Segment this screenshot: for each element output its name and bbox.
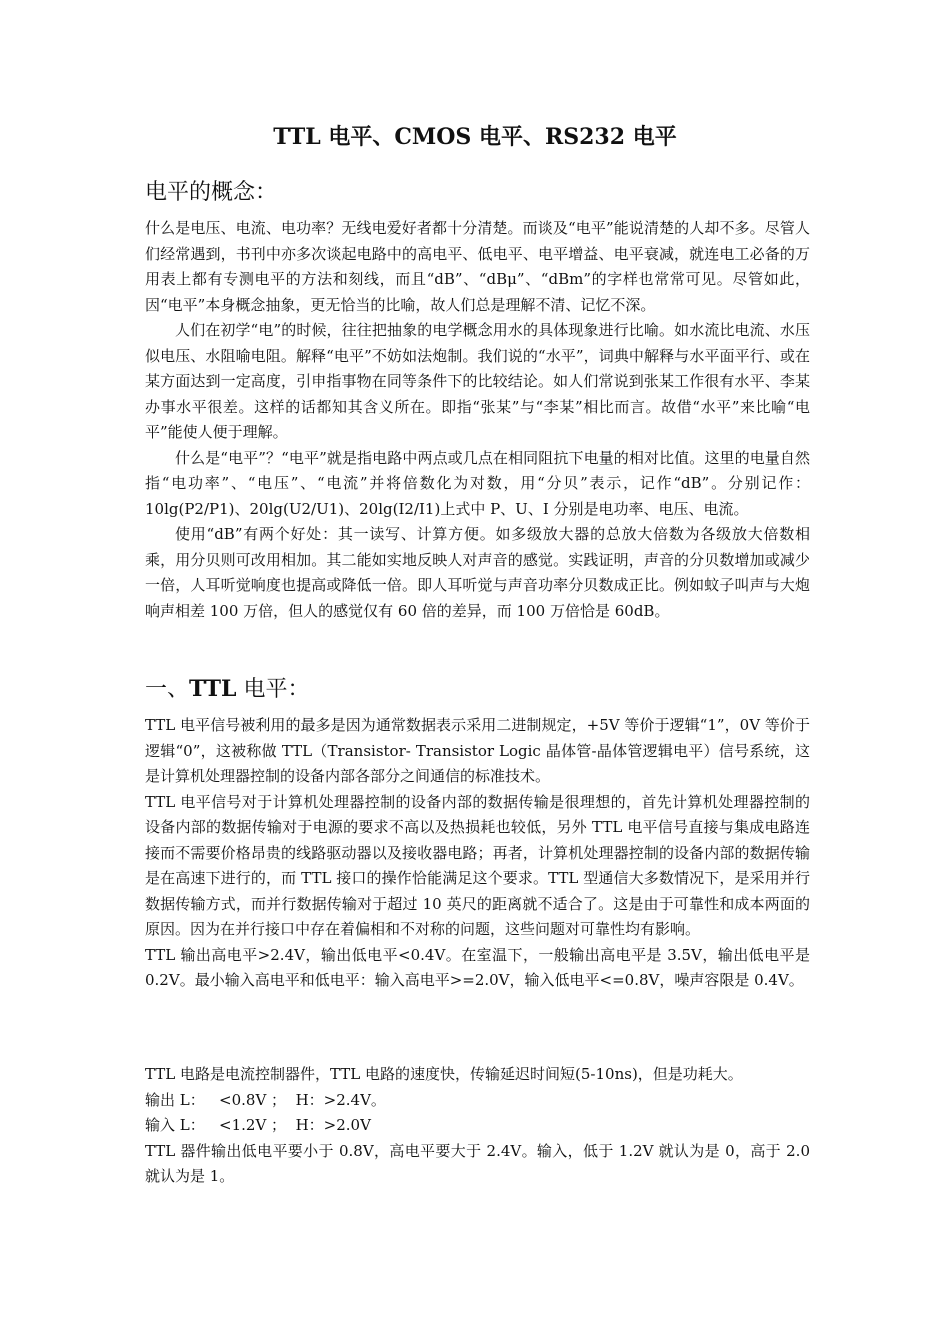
ttl-heading-prefix: 一、 <box>145 677 190 702</box>
ttl-heading <box>145 672 309 703</box>
concept-heading: 电平的概念： <box>145 180 278 205</box>
concept-paragraph-3: 什么是“电平”？“电平”就是指电路中两点或几点在相同阻抗下电量的相对比值。这里的电量自然指“电功率”、“电压”、“电流”并将倍数化为对数，用“分贝”表示，记作“dB”。分别记作：10lg(P2/P1)、20lg(U2/U1)、20lg(I2/I1)上式中 P、U、I 分别是电功率、电压、电流。 <box>145 448 810 518</box>
concept-paragraph-1: 什么是电压、电流、电功率？无线电爱好者都十分清楚。而谈及“电平”能说清楚的人却不多。尽管人们经常遇到，书刊中亦多次谈起电路中的高电平、低电平、电平增益、电平衰减，就连电工必备的万用表上都有专测电平的方法和刻线，而且“dB”、“dBμ”、“dBm”的字样也常常可见。尽管如此，因“电平”本身概念抽象，更无恰当的比喻，故人们总是理解不清、记忆不深。 <box>145 219 810 314</box>
ttl-paragraph-2: TTL 电平信号对于计算机处理器控制的设备内部的数据传输是很理想的，首先计算机处理器控制的设备内部的数据传输对于电源的要求不高以及热损耗也较低，另外 TTL 电平信号直接与集成电路连接而不需要价格昂贵的线路驱动器以及接收器电路；再者，计算机处理器控制的设备内部的数据传输是在高速下进行的，而 TTL 接口的操作恰能满足这个要求。TTL 型通信大多数情况下，是采用并行数据传输方式，而并行数据传输对于超过 10 英尺的距离就不适合了。这是由于可靠性和成本两面的原因。因为在并行接口中存在着偏相和不对称的问题，这些问题对可靠性均有影响。 <box>145 792 810 938</box>
concept-paragraph-2: 人们在初学“电”的时候，往往把抽象的电学概念用水的具体现象进行比喻。如水流比电流、水压似电压、水阻喻电阻。解释“电平”不妨如法炮制。我们说的“水平”，词典中解释与水平面平行、或在某方面达到一定高度，引申指事物在同等条件下的比较结论。如人们常说到张某工作很有水平、李某办事水平很差。这样的话都知其含义所在。即指“张某”与“李某”相比而言。故借“水平”来比喻“电平”能使人便于理解。 <box>145 321 810 441</box>
concept-body <box>145 216 810 624</box>
ttl-body <box>145 713 810 994</box>
ttl-heading-suffix: 电平： <box>236 677 310 702</box>
document-title: TTL 电平、CMOS 电平、RS232 电平 <box>273 124 677 150</box>
ttl-paragraph-3: TTL 输出高电平>2.4V，输出低电平<0.4V。在室温下，一般输出高电平是 3.5V，输出低电平是 0.2V。最小输入高电平和低电平：输入高电平>=2.0V，输入低电平<=0.8V，噪声容限是 0.4V。 <box>145 945 810 989</box>
ttl-output-levels: 输出 L： <0.8V ； H：>2.4V。 <box>145 1090 386 1109</box>
concept-paragraph-4: 使用“dB”有两个好处：其一读写、计算方便。如多级放大器的总放大倍数为各级放大倍数相乘，用分贝则可改用相加。其二能如实地反映人对声音的感觉。实践证明，声音的分贝数增加或减少一倍，人耳听觉响度也提高或降低一倍。即人耳听觉与声音功率分贝数成正比。例如蚊子叫声与大炮响声相差 100 万倍，但人的感觉仅有 60 倍的差异，而 100 万倍恰是 60dB。 <box>145 525 810 620</box>
ttl-heading-bold: TTL <box>189 676 237 702</box>
ttl-paragraph-5: TTL 器件输出低电平要小于 0.8V，高电平要大于 2.4V。输入，低于 1.2V 就认为是 0，高于 2.0 就认为是 1。 <box>145 1141 810 1185</box>
ttl-body-2 <box>145 1062 810 1190</box>
ttl-paragraph-4: TTL 电路是电流控制器件，TTL 电路的速度快，传输延迟时间短(5-10ns)，但是功耗大。 <box>145 1065 743 1083</box>
ttl-input-levels: 输入 L： <1.2V ； H：>2.0V <box>145 1116 371 1134</box>
ttl-paragraph-1: TTL 电平信号被利用的最多是因为通常数据表示采用二进制规定，+5V 等价于逻辑“1”，0V 等价于逻辑“0”，这被称做 TTL（Transistor- Transistor Logic 晶体管-晶体管逻辑电平）信号系统，这是计算机处理器控制的设备内部各部分之间通信的标准技术。 <box>145 716 810 785</box>
